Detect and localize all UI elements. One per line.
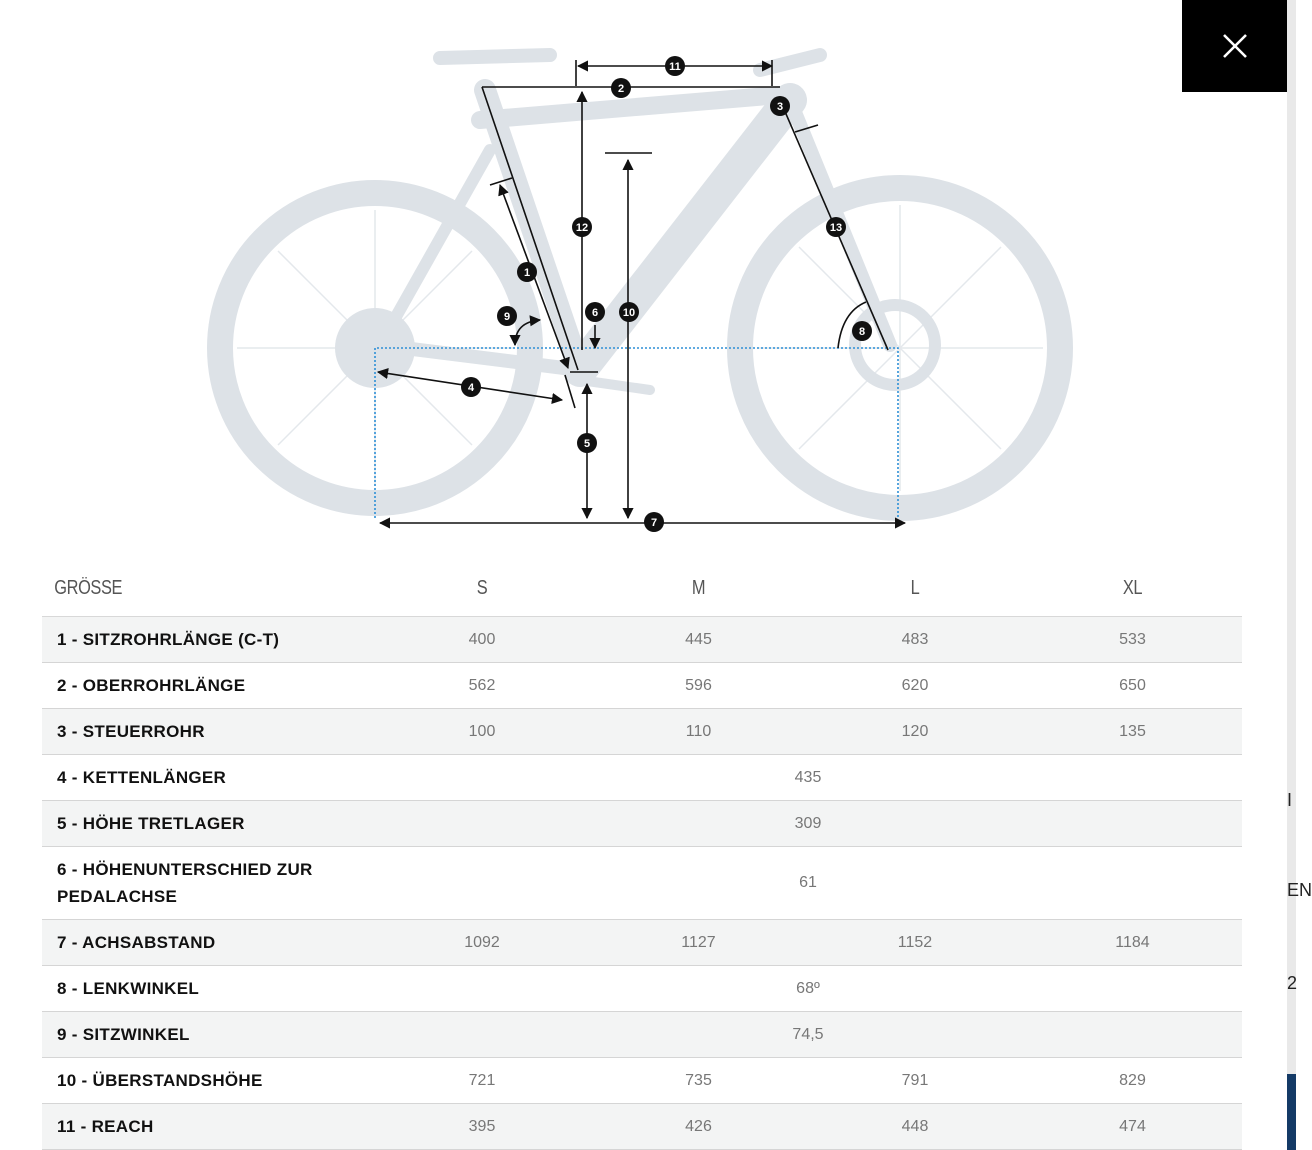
- row-label: 3 - STEUERROHR: [42, 709, 374, 755]
- table-header-row: [42, 560, 1242, 617]
- cell-value: 309: [374, 801, 1242, 847]
- size-header-s: S: [393, 560, 570, 617]
- cell-value: 620: [807, 663, 1023, 709]
- size-column-header: GRÖSSE: [42, 560, 314, 617]
- cell-value: 474: [1023, 1104, 1242, 1150]
- cell-value: 135: [1023, 709, 1242, 755]
- geometry-table: [42, 560, 1242, 1150]
- cell-value: 448: [807, 1104, 1023, 1150]
- svg-text:3: 3: [776, 101, 784, 113]
- cell-value: 596: [590, 663, 807, 709]
- table-row: [42, 1058, 1242, 1104]
- table-row: [42, 1012, 1242, 1058]
- cell-value: 721: [374, 1058, 590, 1104]
- row-label: 6 - HÖHENUNTERSCHIED ZUR PEDALACHSE: [42, 847, 374, 920]
- marker-3: [770, 96, 790, 116]
- row-label: 2 - OBERROHRLÄNGE: [42, 663, 374, 709]
- svg-text:10: 10: [622, 307, 636, 319]
- svg-text:9: 9: [503, 311, 511, 323]
- svg-text:8: 8: [858, 326, 866, 338]
- cell-value: 100: [374, 709, 590, 755]
- cell-value: 395: [374, 1104, 590, 1150]
- cell-value: 533: [1023, 617, 1242, 663]
- cell-value: 74,5: [374, 1012, 1242, 1058]
- svg-text:2: 2: [617, 83, 625, 95]
- marker-2: [611, 78, 631, 98]
- row-label: 9 - SITZWINKEL: [42, 1012, 374, 1058]
- cell-value: 445: [590, 617, 807, 663]
- cell-value: 435: [374, 755, 1242, 801]
- svg-text:4: 4: [467, 382, 475, 394]
- marker-10: [619, 302, 639, 322]
- marker-5: [577, 433, 597, 453]
- bike-silhouette: [220, 55, 1060, 508]
- cell-value: 1092: [374, 920, 590, 966]
- cell-value: 68º: [374, 966, 1242, 1012]
- size-header-xl: XL: [1043, 560, 1223, 617]
- table-row: [42, 801, 1242, 847]
- marker-12: [572, 217, 592, 237]
- size-header-l: L: [826, 560, 1003, 617]
- cell-value: 829: [1023, 1058, 1242, 1104]
- table-row: [42, 709, 1242, 755]
- cell-value: 61: [374, 847, 1242, 920]
- marker-7: [644, 512, 664, 532]
- marker-6: [585, 302, 605, 322]
- background-page-edge: [1287, 0, 1312, 1150]
- table-row: [42, 663, 1242, 709]
- row-label: 7 - ACHSABSTAND: [42, 920, 374, 966]
- row-label: 4 - KETTENLÄNGER: [42, 755, 374, 801]
- marker-11: [665, 56, 685, 76]
- svg-text:11: 11: [669, 61, 681, 73]
- row-label: 5 - HÖHE TRETLAGER: [42, 801, 374, 847]
- cell-value: 735: [590, 1058, 807, 1104]
- cell-value: 1184: [1023, 920, 1242, 966]
- background-blue-block: [1287, 1074, 1296, 1150]
- cell-value: 120: [807, 709, 1023, 755]
- marker-1: [517, 262, 537, 282]
- edge-text-fragment: EN: [1287, 880, 1312, 900]
- marker-4: [461, 377, 481, 397]
- cell-value: 650: [1023, 663, 1242, 709]
- cell-value: 426: [590, 1104, 807, 1150]
- marker-9: [497, 306, 517, 326]
- cell-value: 400: [374, 617, 590, 663]
- cell-value: 562: [374, 663, 590, 709]
- cell-value: 483: [807, 617, 1023, 663]
- row-label: 1 - SITZROHRLÄNGE (C-T): [42, 617, 374, 663]
- marker-8: [852, 321, 872, 341]
- row-label: 8 - LENKWINKEL: [42, 966, 374, 1012]
- svg-text:12: 12: [575, 222, 589, 234]
- edge-text-fragment: I: [1287, 790, 1293, 810]
- row-label: 10 - ÜBERSTANDSHÖHE: [42, 1058, 374, 1104]
- cell-value: 110: [590, 709, 807, 755]
- table-row: [42, 755, 1242, 801]
- bike-geometry-diagram: [0, 0, 1180, 545]
- table-row: [42, 920, 1242, 966]
- table-row: [42, 966, 1242, 1012]
- edge-text-fragment: 2: [1287, 973, 1298, 993]
- table-row: [42, 617, 1242, 663]
- svg-text:5: 5: [583, 438, 591, 450]
- svg-text:6: 6: [591, 307, 599, 319]
- svg-text:7: 7: [650, 517, 658, 529]
- size-header-m: M: [610, 560, 788, 617]
- svg-text:13: 13: [829, 222, 843, 234]
- marker-13: [826, 217, 846, 237]
- table-row: [42, 847, 1242, 920]
- close-icon: [1221, 32, 1249, 60]
- cell-value: 1127: [590, 920, 807, 966]
- close-button[interactable]: [1182, 0, 1287, 92]
- row-label: 11 - REACH: [42, 1104, 374, 1150]
- table-row: [42, 1104, 1242, 1150]
- svg-text:1: 1: [523, 267, 531, 279]
- cell-value: 791: [807, 1058, 1023, 1104]
- cell-value: 1152: [807, 920, 1023, 966]
